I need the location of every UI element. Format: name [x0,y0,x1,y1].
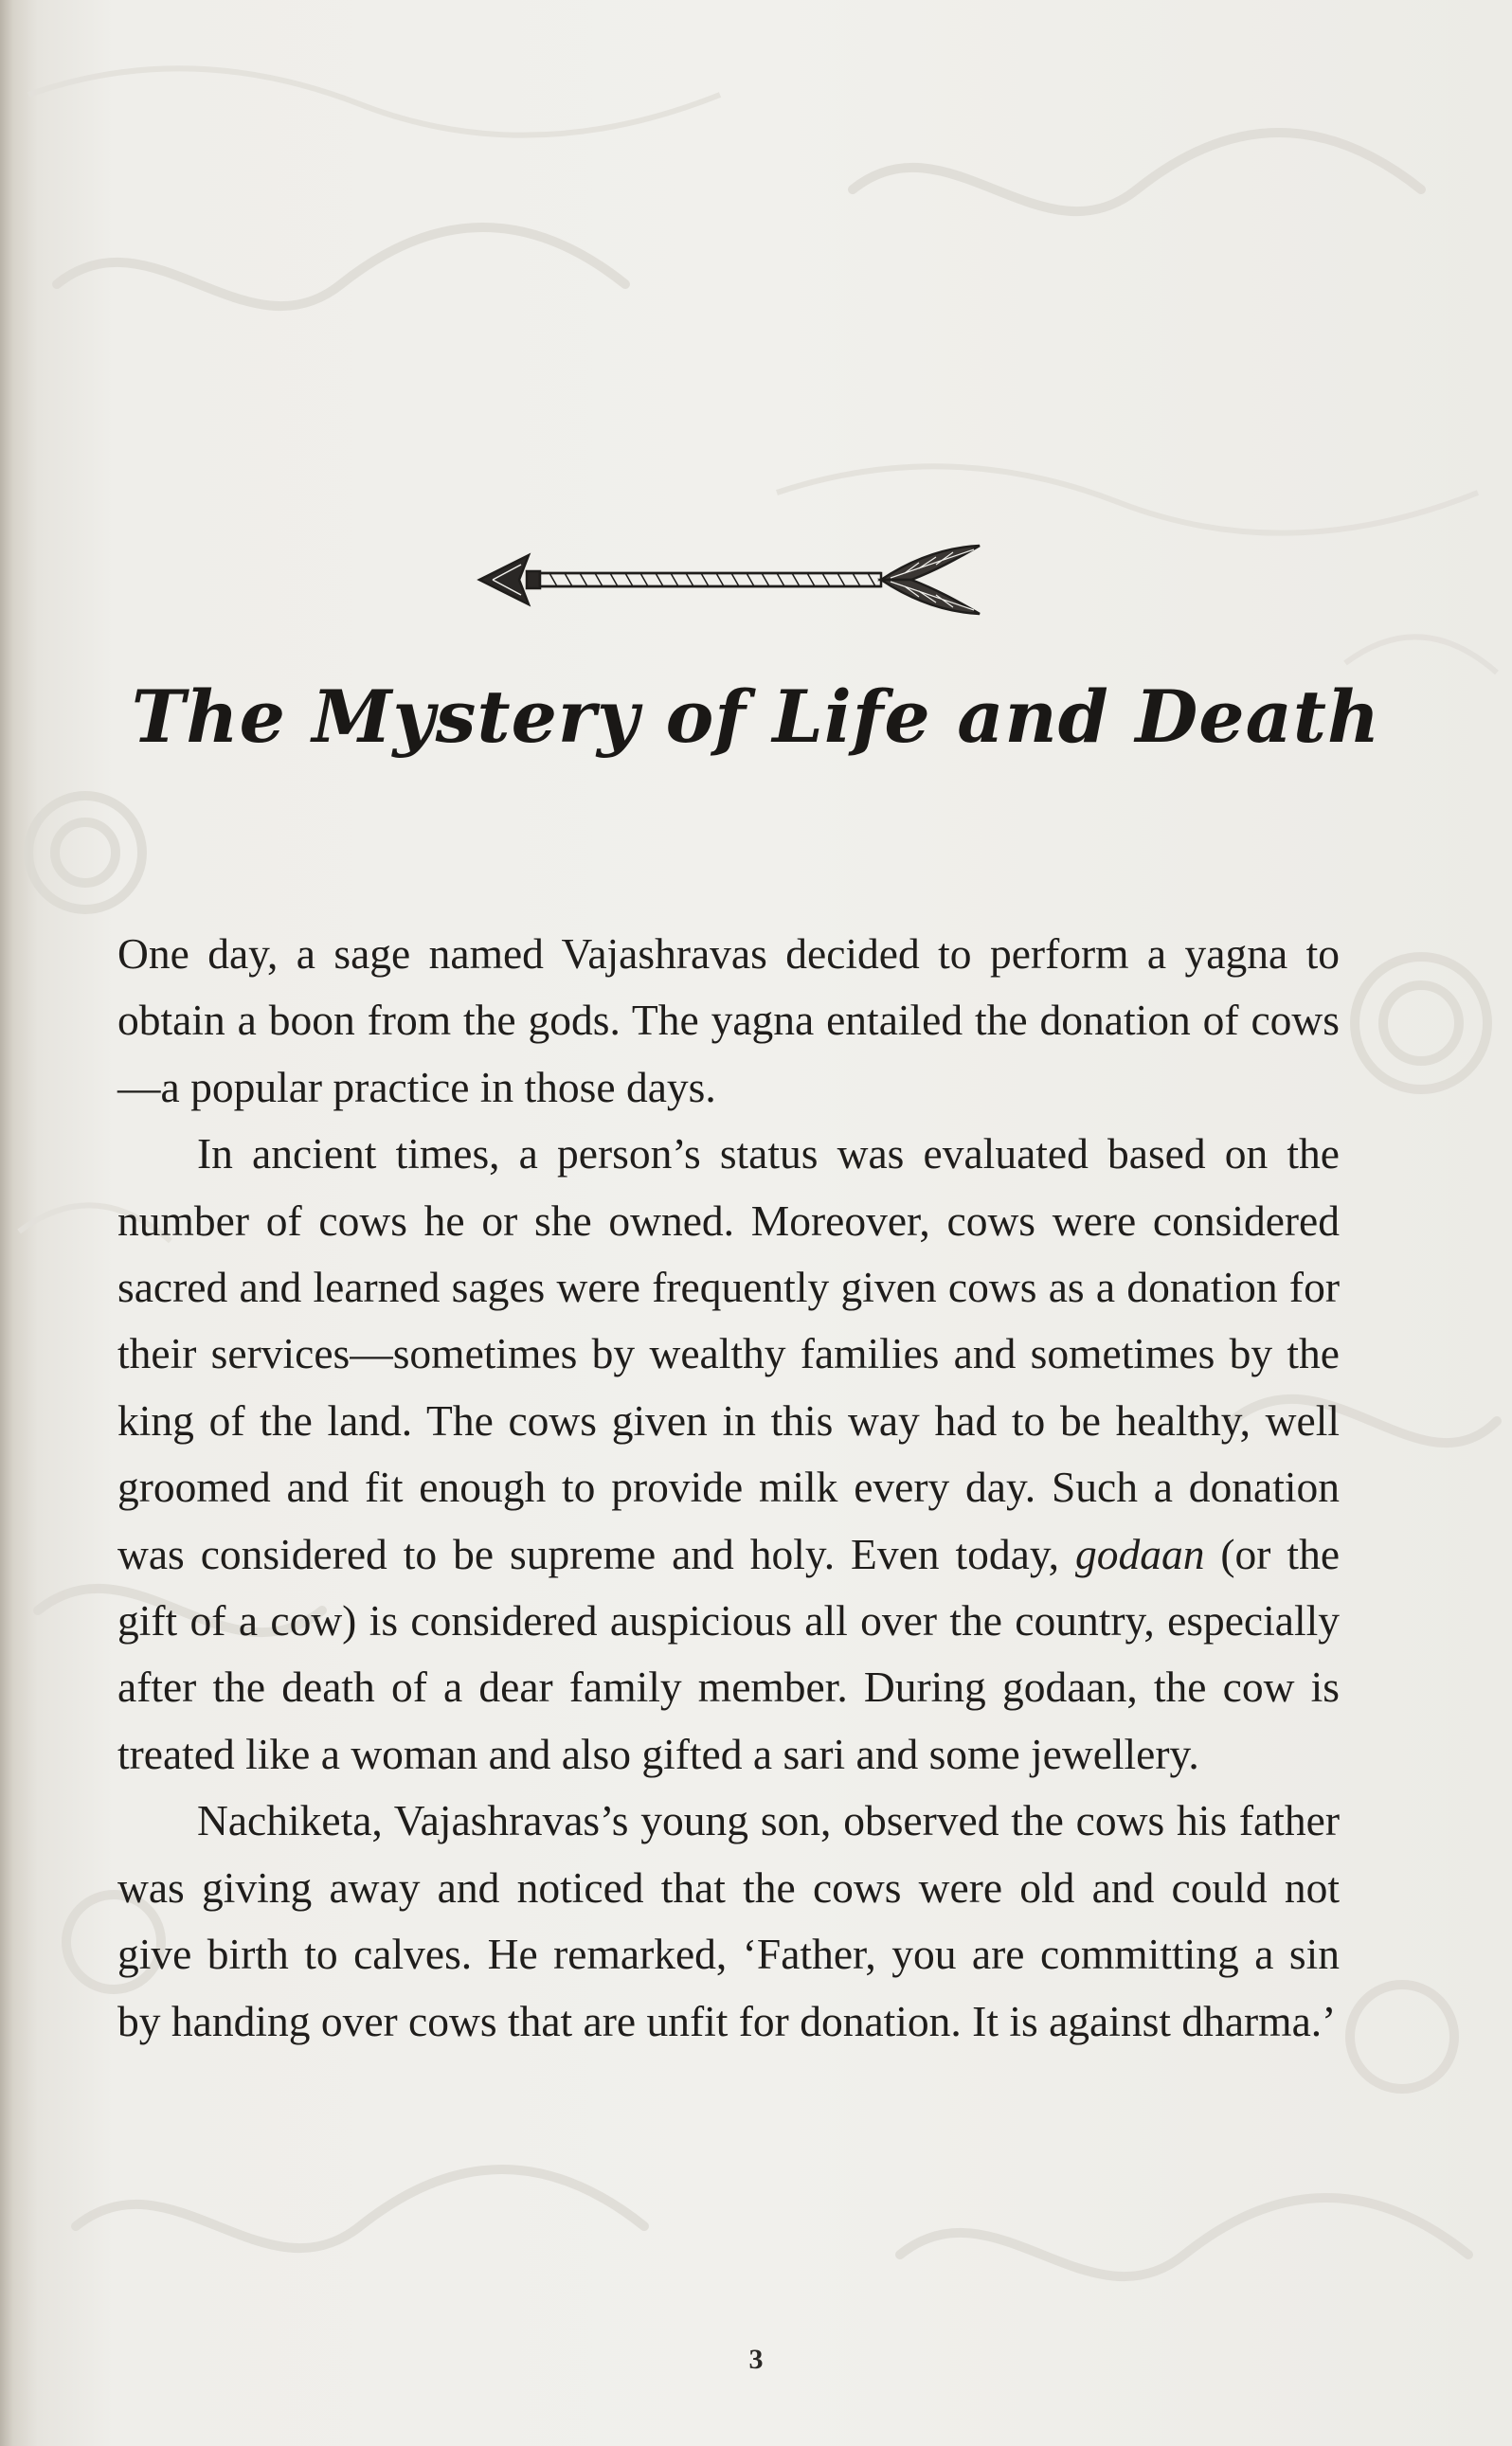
paragraph: In ancient times, a person’s status was evaluated based on the number of cows he or she owned. Moreover, cows were considered sacred and learned sages were frequently given cows as a donation for their services—sometimes by wealthy families and sometimes by the king of the land. The cows given in this way had to be healthy, well groomed and fit enough to provide milk every day. Such a donation was considered to be supreme and holy. Even today, godaan (or the gift of a cow) is considered auspicious all over the country, especially after the death of a dear family member. During godaan, the cow is treated like a woman and also gifted a sari and some jewellery. [117,1129,1341,1778]
paragraph: One day, a sage named Vajashravas decided to perform a yagna to obtain a boon from the gods. The yagna entailed the donation of cows—a popular practice in those days. [117,929,1340,1111]
paragraph: Nachiketa, Vajashravas’s young son, observed the cows his father was giving away and noticed that the cows were old and could not give birth to calves. He remarked, ‘Father, you are committing a sin by handing over cows that are unfit for donation. It is against dharma.’ [117,1796,1340,2045]
italic-term: godaan [1074,1529,1205,1578]
chapter-title: The Mystery of Life and Death [131,674,1381,759]
page-number: 3 [748,2344,764,2375]
chapter-body [117,921,1340,2055]
arrow-ornament [474,542,985,618]
